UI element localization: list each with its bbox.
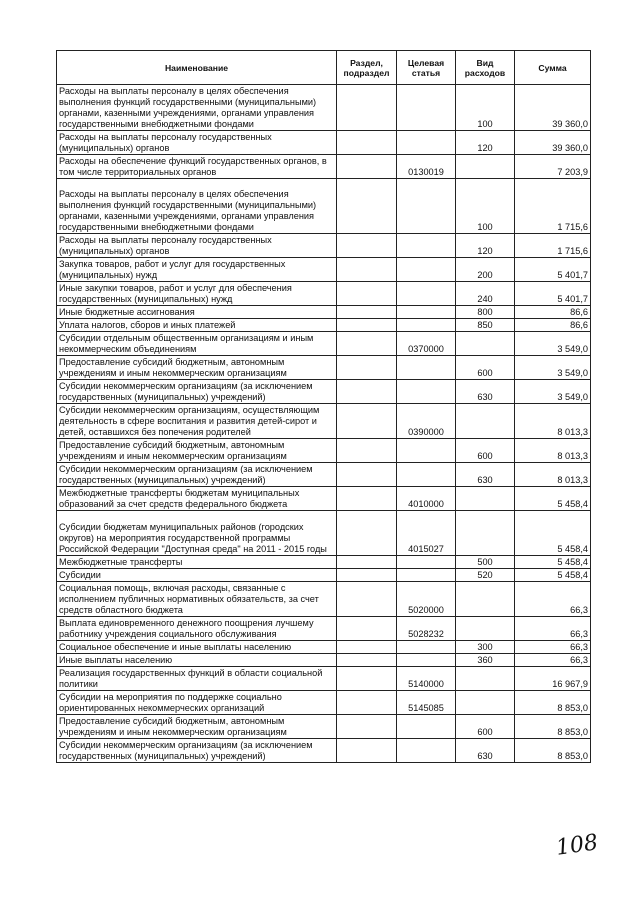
cell-section [337,617,397,641]
table-row [57,85,591,131]
cell-sum: 8 013,3 [515,404,591,439]
cell-sum: 3 549,0 [515,380,591,404]
cell-vid [456,667,515,691]
table-row [57,306,591,319]
cell-target: 5145085 [397,691,456,715]
cell-sum: 5 458,4 [515,556,591,569]
table-row [57,332,591,356]
cell-vid: 200 [456,258,515,282]
cell-sum: 66,3 [515,582,591,617]
table-row [57,691,591,715]
cell-name: Иные бюджетные ассигнования [57,306,337,319]
cell-name: Субсидии [57,569,337,582]
cell-sum: 8 853,0 [515,739,591,763]
table-row [57,582,591,617]
cell-sum: 3 549,0 [515,332,591,356]
cell-name: Расходы на обеспечение функций государственных органов, в том числе территориальных органов [57,155,337,179]
cell-target [397,258,456,282]
table-row [57,569,591,582]
table-row [57,511,591,556]
cell-sum: 8 853,0 [515,691,591,715]
table-row [57,739,591,763]
cell-vid: 800 [456,306,515,319]
table-row [57,439,591,463]
cell-sum: 66,3 [515,641,591,654]
cell-name: Предоставление субсидий бюджетным, автономным учреждениям и иным некоммерческим организациям [57,715,337,739]
cell-target: 5020000 [397,582,456,617]
budget-table [56,50,591,763]
cell-section [337,439,397,463]
cell-name: Расходы на выплаты персоналу в целях обеспечения выполнения функций государственными (муниципальными) органами, казенными учреждениями, органами управления государственными внебюджетными фондами [57,179,337,234]
table-row [57,282,591,306]
cell-target [397,179,456,234]
cell-sum: 8 013,3 [515,463,591,487]
cell-vid: 630 [456,739,515,763]
header-section: Раздел, подраздел [337,51,397,85]
cell-section [337,582,397,617]
cell-name: Субсидии бюджетам муниципальных районов (городских округов) на мероприятия государственной программы Российской Федерации "Доступная среда" на 2011 - 2015 годы [57,511,337,556]
cell-sum: 5 401,7 [515,282,591,306]
cell-vid: 360 [456,654,515,667]
cell-vid: 600 [456,715,515,739]
cell-name: Субсидии некоммерческим организациям, осуществляющим деятельность в сфере воспитания и развития детей-сирот и детей, оставшихся без попечения родителей [57,404,337,439]
cell-vid [456,155,515,179]
cell-sum: 1 715,6 [515,234,591,258]
cell-vid: 500 [456,556,515,569]
cell-vid: 240 [456,282,515,306]
cell-section [337,258,397,282]
cell-name: Субсидии некоммерческим организациям (за исключением государственных (муниципальных) учреждений) [57,739,337,763]
cell-section [337,556,397,569]
cell-sum: 8 853,0 [515,715,591,739]
cell-section [337,356,397,380]
cell-sum: 86,6 [515,306,591,319]
cell-name: Иные закупки товаров, работ и услуг для обеспечения государственных (муниципальных) нужд [57,282,337,306]
table-row [57,654,591,667]
cell-target [397,306,456,319]
cell-name: Иные выплаты населению [57,654,337,667]
cell-sum: 5 458,4 [515,511,591,556]
cell-vid [456,332,515,356]
cell-name: Расходы на выплаты персоналу в целях обеспечения выполнения функций государственными (муниципальными) органами, казенными учреждениями, органами управления государственными внебюджетными фондами [57,85,337,131]
cell-name: Уплата налогов, сборов и иных платежей [57,319,337,332]
table-row [57,715,591,739]
cell-vid: 520 [456,569,515,582]
header-name: Наименование [57,51,337,85]
cell-section [337,282,397,306]
cell-section [337,380,397,404]
cell-vid: 120 [456,234,515,258]
cell-target [397,282,456,306]
cell-target: 0390000 [397,404,456,439]
cell-sum: 5 401,7 [515,258,591,282]
cell-section [337,487,397,511]
cell-target [397,569,456,582]
cell-target [397,319,456,332]
cell-section [337,739,397,763]
cell-target [397,85,456,131]
cell-name: Предоставление субсидий бюджетным, автономным учреждениям и иным некоммерческим организациям [57,439,337,463]
cell-name: Межбюджетные трансферты [57,556,337,569]
table-row [57,131,591,155]
cell-section [337,179,397,234]
cell-target [397,654,456,667]
cell-sum: 16 967,9 [515,667,591,691]
cell-vid: 120 [456,131,515,155]
cell-sum: 7 203,9 [515,155,591,179]
cell-name: Межбюджетные трансферты бюджетам муниципальных образований за счет средств федерального бюджета [57,487,337,511]
cell-target [397,739,456,763]
cell-section [337,306,397,319]
cell-name: Субсидии на мероприятия по поддержке социально ориентированных некоммерческих организаций [57,691,337,715]
cell-vid [456,487,515,511]
cell-name: Предоставление субсидий бюджетным, автономным учреждениям и иным некоммерческим организациям [57,356,337,380]
cell-vid [456,617,515,641]
cell-section [337,654,397,667]
cell-target: 0130019 [397,155,456,179]
cell-name: Выплата единовременного денежного поощрения лучшему работнику учреждения социального обслуживания [57,617,337,641]
cell-section [337,319,397,332]
cell-vid: 300 [456,641,515,654]
cell-name: Социальная помощь, включая расходы, связанные с исполнением публичных нормативных обязательств, за счет средств областного бюджета [57,582,337,617]
cell-vid: 100 [456,179,515,234]
cell-section [337,404,397,439]
cell-section [337,691,397,715]
table-row [57,667,591,691]
cell-section [337,155,397,179]
cell-name: Субсидии некоммерческим организациям (за исключением государственных (муниципальных) учреждений) [57,380,337,404]
table-row [57,617,591,641]
table-row [57,487,591,511]
table-row [57,319,591,332]
cell-target [397,439,456,463]
cell-sum: 66,3 [515,654,591,667]
cell-vid [456,582,515,617]
cell-vid: 630 [456,380,515,404]
cell-target [397,380,456,404]
cell-sum: 5 458,4 [515,569,591,582]
cell-name: Субсидии некоммерческим организациям (за исключением государственных (муниципальных) учреждений) [57,463,337,487]
cell-vid [456,404,515,439]
table-row [57,380,591,404]
cell-section [337,131,397,155]
header-sum: Сумма [515,51,591,85]
cell-sum: 66,3 [515,617,591,641]
cell-target [397,556,456,569]
cell-vid [456,511,515,556]
table-row [57,258,591,282]
header-vid: Вид расходов [456,51,515,85]
cell-target [397,234,456,258]
table-row [57,556,591,569]
cell-target: 4010000 [397,487,456,511]
handwritten-page-number: 108 [554,830,600,861]
cell-sum: 3 549,0 [515,356,591,380]
cell-section [337,234,397,258]
cell-target [397,715,456,739]
cell-sum: 39 360,0 [515,85,591,131]
cell-vid: 600 [456,356,515,380]
cell-name: Субсидии отдельным общественным организациям и иным некоммерческим объединениям [57,332,337,356]
cell-target: 5140000 [397,667,456,691]
table-row [57,155,591,179]
header-target: Целевая статья [397,51,456,85]
table-row [57,356,591,380]
cell-target [397,641,456,654]
cell-section [337,511,397,556]
table-row [57,641,591,654]
table-header-row [57,51,591,85]
cell-target [397,356,456,380]
cell-target [397,131,456,155]
cell-section [337,332,397,356]
cell-target [397,463,456,487]
cell-section [337,463,397,487]
table-row [57,179,591,234]
cell-section [337,85,397,131]
cell-sum: 39 360,0 [515,131,591,155]
table-row [57,463,591,487]
cell-target: 0370000 [397,332,456,356]
cell-sum: 86,6 [515,319,591,332]
cell-sum: 8 013,3 [515,439,591,463]
table-row [57,404,591,439]
table-body [57,85,591,763]
cell-vid [456,691,515,715]
cell-name: Закупка товаров, работ и услуг для государственных (муниципальных) нужд [57,258,337,282]
cell-vid: 630 [456,463,515,487]
cell-name: Расходы на выплаты персоналу государственных (муниципальных) органов [57,131,337,155]
cell-section [337,715,397,739]
cell-vid: 850 [456,319,515,332]
cell-sum: 5 458,4 [515,487,591,511]
cell-sum: 1 715,6 [515,179,591,234]
cell-vid: 600 [456,439,515,463]
table-row [57,234,591,258]
cell-target: 5028232 [397,617,456,641]
cell-section [337,569,397,582]
cell-name: Расходы на выплаты персоналу государственных (муниципальных) органов [57,234,337,258]
cell-section [337,641,397,654]
cell-name: Социальное обеспечение и иные выплаты населению [57,641,337,654]
cell-name: Реализация государственных функций в области социальной политики [57,667,337,691]
cell-vid: 100 [456,85,515,131]
cell-target: 4015027 [397,511,456,556]
cell-section [337,667,397,691]
